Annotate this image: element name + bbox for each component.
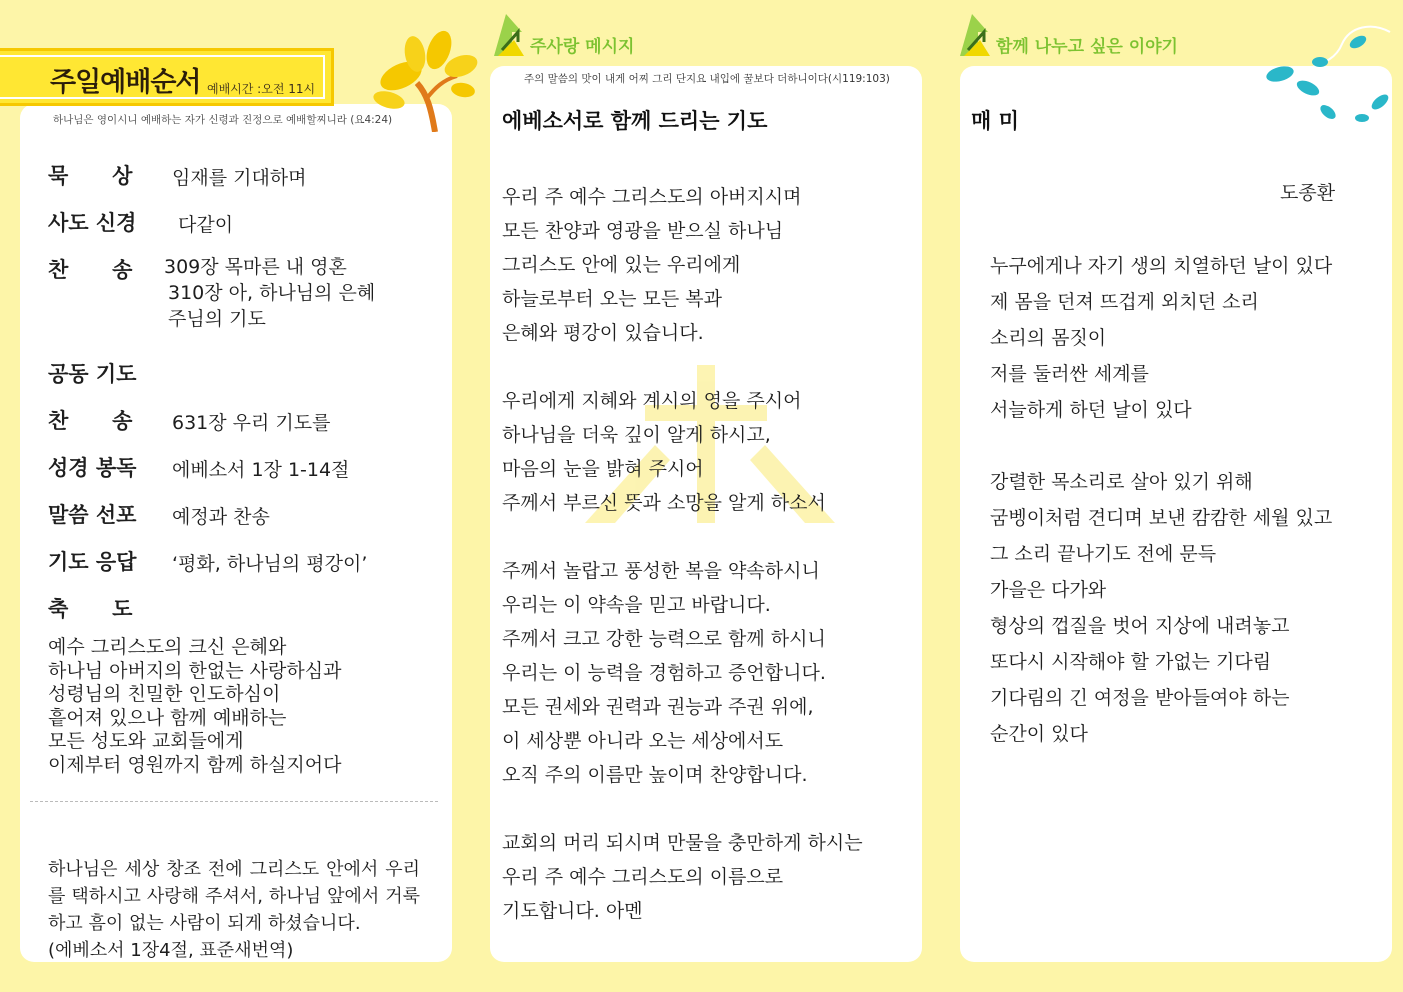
prayer-text: 우리 주 예수 그리스도의 아버지시며 모든 찬양과 영광을 받으실 하나님 그리스도 안에 있는 우리에게 하늘로부터 오는 모든 복과 은혜와 평강이 있습니다. 우리에게 지혜와 계시의 영을 주시어 하나님을 더욱 깊이 알게 하시고, 마음의 눈을 밝혀 주시어 주께서 부르신 뜻과 소망을 알게 하소서 주께서 놀랍고 풍성한 복을 약속하시니 우리는 이 약속을 믿고 바랍니다. 주께서 크고 강한 능력으로 함께 하시니 우리는 이 능력을 경험하고 증언합니다. 모든 권세와 권력과 권능과 주권 위에, 이 세상뿐 아니라 오는 세상에서도 오직 주의 이름만 높이며 찬양합니다. 교회의 머리 되시며 만물을 충만하게 하시는 우리 주 예수 그리스도의 이름으로 기도합니다. 아멘 — [502, 186, 863, 922]
page-title: 주일예배순서 — [50, 67, 201, 98]
order-value: 임재를 기대하며 — [172, 167, 307, 189]
scripture-quote — [48, 856, 420, 964]
order-value: 631장 우리 기도를 — [172, 412, 331, 434]
section-title-message: 주사랑 메시지 — [530, 37, 635, 57]
order-label: 묵 상 — [48, 164, 133, 188]
section-arrow-icon — [958, 12, 992, 58]
poem-title: 매 미 — [971, 109, 1019, 133]
order-label: 찬 송 — [48, 258, 133, 282]
order-label: 찬 송 — [48, 409, 133, 433]
swirl-leaf-icon — [1262, 14, 1398, 134]
order-item-sermon — [48, 499, 443, 546]
order-value: 310장 아, 하나님의 은혜 — [168, 282, 376, 304]
order-item-scripture — [48, 452, 443, 499]
poem-text: 누구에게나 자기 생의 치열하던 날이 있다 제 몸을 던져 뜨겁게 외치던 소리 소리의 몸짓이 저를 둘러싼 세계를 서늘하게 하던 날이 있다 강렬한 목소리로 살아 있기 위해 굼벵이처럼 견디며 보낸 캄캄한 세월 있고 그 소리 끝나기도 전에 문득 가을은 다가와 형상의 껍질을 벗어 지상에 내려놓고 또다시 시작해야 할 가없는 기다림 기다림의 긴 여정을 받아들여야 하는 순간이 있다 — [990, 255, 1333, 745]
order-item-benediction — [48, 593, 443, 640]
order-label: 기도 응답 — [48, 550, 137, 574]
order-item-creed — [48, 207, 443, 254]
scripture-reference: (에베소서 1장4절, 표준새번역) — [48, 940, 294, 961]
order-value: 에베소서 1장 1-14절 — [172, 459, 350, 481]
order-value: 주님의 기도 — [168, 308, 266, 330]
scripture-text: 하나님은 세상 창조 전에 그리스도 안에서 우리를 택하시고 사랑해 주셔서, 하나님 앞에서 거룩하고 흠이 없는 사람이 되게 하셨습니다. — [48, 859, 420, 934]
order-item-meditation — [48, 160, 443, 207]
order-label: 축 도 — [48, 597, 133, 621]
order-value: 예정과 찬송 — [172, 506, 270, 528]
benediction-text: 예수 그리스도의 크신 은혜와 하나님 아버지의 한없는 사랑하심과 성령님의 친밀한 인도하심이 흩어져 있으나 함께 예배하는 모든 성도와 교회들에게 이제부터 영원까지 함께 하실지어다 — [48, 636, 342, 776]
order-label: 사도 신경 — [48, 211, 137, 235]
section-title-story: 함께 나누고 싶은 이야기 — [996, 37, 1178, 57]
order-item-hymn — [48, 405, 443, 452]
order-item-prayer-response — [48, 546, 443, 593]
service-time: 예배시간 :오전 11시 — [207, 82, 316, 96]
order-value: ‘평화, 하나님의 평강이’ — [172, 553, 368, 575]
message-verse: 주의 말씀의 맛이 내게 어찌 그리 단지요 내입에 꿀보다 더하니이다(시119:103) — [524, 73, 890, 85]
order-label: 성경 봉독 — [48, 456, 137, 480]
order-item-hymns — [48, 254, 443, 358]
prayer-title: 에베소서로 함께 드리는 기도 — [502, 109, 768, 133]
order-label: 공동 기도 — [48, 362, 137, 386]
order-item-common-prayer — [48, 358, 443, 405]
order-label: 말씀 선포 — [48, 503, 137, 527]
order-of-service — [48, 160, 443, 640]
section-arrow-icon — [492, 12, 526, 58]
poem-author: 도종환 — [1280, 182, 1336, 204]
tree-leaf-icon — [365, 28, 480, 132]
order-value: 309장 목마른 내 영혼 — [164, 256, 347, 278]
worship-verse: 하나님은 영이시니 예배하는 자가 신령과 진정으로 예배할찌니라 (요4:24) — [53, 114, 393, 126]
order-value: 다같이 — [172, 214, 234, 236]
divider — [30, 801, 438, 802]
